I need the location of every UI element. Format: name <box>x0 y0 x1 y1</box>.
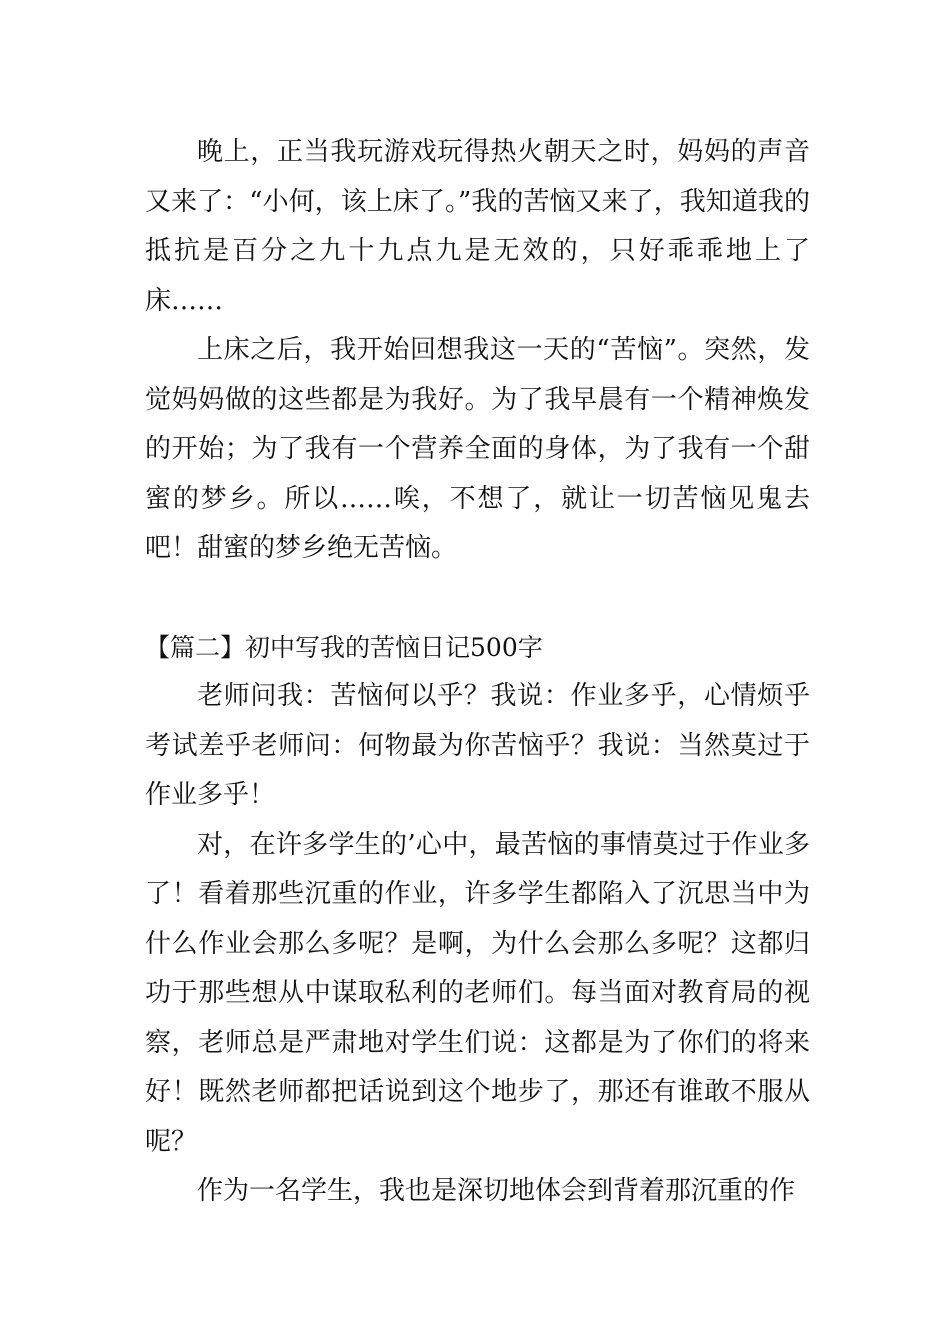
paragraph-student: 作为一名学生，我也是深切地体会到背着那沉重的作 <box>197 1176 796 1206</box>
paragraph-reflection: 上床之后，我开始回想我这一天的“苦恼”。突然，发觉妈妈做的这些都是为我好。为了我早晨有一个精神焕发的开始；为了我有一个营养全面的身体，为了我有一个甜蜜的梦乡。所以……唉，不想了，就让一切苦恼见鬼去吧！甜蜜的梦乡绝无苦恼。 <box>145 335 810 563</box>
paragraph-bedtime: 晚上，正当我玩游戏玩得热火朝天之时，妈妈的声音又来了：“小何，该上床了。”我的苦恼又来了，我知道我的抵抗是百分之九十九点九是无效的，只好乖乖地上了床…… <box>145 137 810 316</box>
section-heading: 【篇二】初中写我的苦恼日记500字 <box>145 632 543 662</box>
document-body <box>145 128 810 1217</box>
paragraph-teacher-question: 老师问我：苦恼何以乎？我说：作业多乎，心情烦乎考试差乎老师问：何物最为你苦恼乎？我说：当然莫过于作业多乎！ <box>145 681 810 810</box>
paragraph-homework: 对，在许多学生的’心中，最苦恼的事情莫过于作业多了！看着那些沉重的作业，许多学生都陷入了沉思当中为什么作业会那么多呢？是啊，为什么会那么多呢？这都归功于那些想从中谋取私利的老师们。每当面对教育局的视察，老师总是严肃地对学生们说：这都是为了你们的将来好！既然老师都把话说到这个地步了，那还有谁敢不服从呢？ <box>145 829 810 1157</box>
